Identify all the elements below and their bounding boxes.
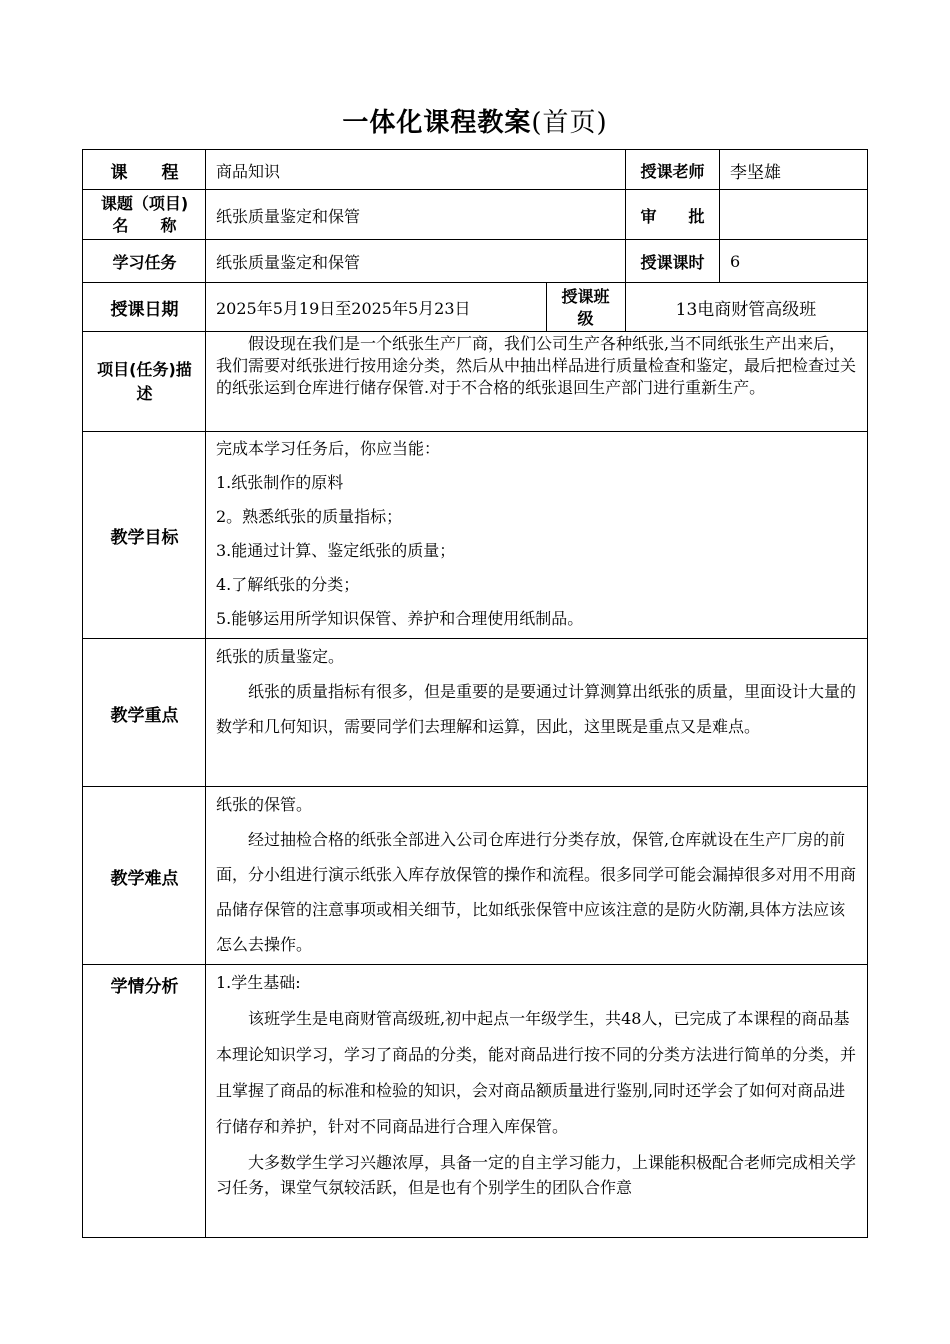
document-title	[0, 102, 950, 139]
key-points-label: 教学重点	[110, 705, 179, 726]
table-rule	[82, 431, 868, 432]
date-label: 授课日期	[110, 300, 179, 320]
task-value: 纸张质量鉴定和保管	[216, 253, 361, 272]
table-border-right	[867, 149, 868, 1238]
table-border-left	[82, 149, 83, 1238]
task-label: 学习任务	[112, 253, 177, 272]
goals-content	[206, 432, 867, 639]
analysis-label: 学情分析	[110, 976, 179, 997]
date-value: 2025年5月19日至2025年5月23日	[216, 299, 471, 318]
topic-label-line1: 课题（项目)	[100, 194, 189, 213]
title-suffix: (首页)	[531, 108, 608, 138]
class-label	[546, 283, 625, 332]
analysis-para1: 该班学生是电商财管高级班,初中起点一年级学生，共48人，已完成了本课程的商品基本理论知识学习，学习了商品的分类，能对商品进行按不同的分类方法进行简单的分类，并且掌握了商品的标准和检验的知识，会对商品额质量进行鉴别,同时还学会了如何对商品进行储存和养护，针对不同商品进行合理入库保管。	[216, 1009, 857, 1136]
difficult-points-content	[206, 787, 867, 965]
table-col-divider	[719, 149, 720, 283]
difficult-points-para: 经过抽检合格的纸张全部进入公司仓库进行分类存放，保管,仓库就设在生产厂房的前面，分小组进行演示纸张入库存放保管的操作和流程。很多同学可能会漏掉很多对用不用商品储存保管的注意事项或相关细节，比如纸张保管中应该注意的是防火防潮,具体方法应该怎么去操作。	[216, 830, 857, 954]
analysis-line1: 1.学生基础:	[216, 973, 301, 992]
analysis-content	[206, 965, 867, 1238]
table-border-bottom	[82, 1237, 868, 1238]
description-label	[83, 332, 206, 432]
hours-value: 6	[730, 252, 741, 271]
course-value: 商品知识	[216, 161, 281, 181]
table-rule	[82, 638, 868, 639]
topic-label	[83, 190, 206, 240]
table-rule	[82, 282, 868, 283]
goal-item-5: 5.能够运用所学知识保管、养护和合理使用纸制品。	[216, 609, 584, 628]
description-label-line2: 述	[136, 384, 153, 403]
table-rule	[82, 964, 868, 965]
hours-label: 授课课时	[640, 253, 705, 272]
analysis-para2: 大多数学生学习兴趣浓厚，具备一定的自主学习能力，上课能积极配合老师完成相关学习任务，课堂气氛较活跃，但是也有个别学生的团队合作意	[216, 1153, 857, 1197]
goal-item-1: 1.纸张制作的原料	[216, 473, 344, 492]
approve-value	[720, 190, 867, 240]
goal-item-4: 4.了解纸张的分类；	[216, 575, 360, 594]
class-label-line2: 级	[577, 308, 594, 328]
table-rule	[82, 189, 868, 190]
difficult-points-label: 教学难点	[110, 868, 179, 889]
topic-value: 纸张质量鉴定和保管	[216, 206, 361, 226]
goals-intro: 完成本学习任务后，你应当能：	[216, 439, 441, 458]
class-label-line1: 授课班	[561, 286, 610, 306]
description-label-line1: 项目(任务)描	[97, 360, 192, 379]
table-border-top	[82, 149, 868, 150]
key-points-line1: 纸张的质量鉴定。	[216, 647, 345, 666]
table-col-divider	[546, 282, 547, 332]
table-rule	[82, 786, 868, 787]
table-col-divider	[205, 149, 206, 1238]
topic-label-line2: 名 称	[112, 216, 177, 235]
teacher-value: 李坚雄	[730, 162, 781, 183]
teacher-label: 授课老师	[640, 161, 705, 181]
table-rule	[82, 331, 868, 332]
title-main: 一体化课程教案	[342, 108, 532, 138]
difficult-points-line1: 纸张的保管。	[216, 795, 313, 814]
goal-item-2: 2。熟悉纸张的质量指标；	[216, 507, 403, 526]
table-rule	[82, 239, 868, 240]
key-points-content	[206, 639, 867, 787]
description-text: 假设现在我们是一个纸张生产厂商，我们公司生产各种纸张,当不同纸张生产出来后，我们需要对纸张进行按用途分类，然后从中抽出样品进行质量检查和鉴定，最后把检查过关的纸张运到仓库进行储存保管.对于不合格的纸张退回生产部门进行重新生产。	[216, 334, 857, 397]
course-label: 课 程	[110, 162, 179, 183]
approve-label: 审 批	[640, 206, 705, 226]
table-col-divider	[625, 149, 626, 332]
class-value: 13电商财管高级班	[675, 300, 817, 320]
key-points-para: 纸张的质量指标有很多，但是重要的是要通过计算测算出纸张的质量，里面设计大量的数学和几何知识，需要同学们去理解和运算，因此，这里既是重点又是难点。	[216, 682, 857, 736]
goal-item-3: 3.能通过计算、鉴定纸张的质量；	[216, 541, 456, 560]
goals-label: 教学目标	[110, 528, 179, 548]
